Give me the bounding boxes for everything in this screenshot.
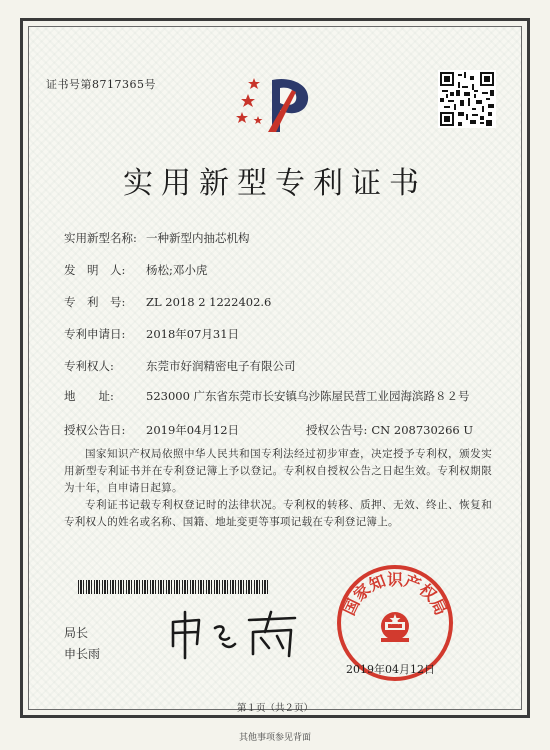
director-title: 局长 <box>64 626 89 640</box>
field-label: 授权公告日: <box>64 423 126 437</box>
field-label: 专 利 号: <box>64 295 126 309</box>
field-patent-no-row <box>64 294 271 310</box>
director-name: 申长雨 <box>64 647 101 661</box>
field-label: 实用新型名称: <box>64 231 137 245</box>
field-value: 杨松;邓小虎 <box>146 263 208 277</box>
seal-date: 2019年04月12日 <box>346 663 435 676</box>
field-name-row <box>64 230 250 246</box>
field-label: 专利权人: <box>64 359 114 373</box>
field-filing-date-row <box>64 326 239 342</box>
field-value: 523000 广东省东莞市长安镇乌沙陈屋民营工业园海滨路８２号 <box>146 389 470 403</box>
field-value: 2019年04月12日 <box>146 423 240 437</box>
patent-office-logo-icon <box>232 70 322 142</box>
footer-note: 其他事项参见背面 <box>238 733 311 743</box>
field-label: 专利申请日: <box>64 327 126 341</box>
field-label: 地 址: <box>64 389 114 403</box>
field-value: ZL 2018 2 1222402.6 <box>146 295 272 309</box>
grant-statement-paragraph: 国家知识产权局依照中华人民共和国专利法经过初步审查，决定授予专利权，颁发实用新型专利证书并在专利登记簿上予以登记。专利权自授权公告之日起生效。专利权期限为十年，自申请日起算。 <box>64 448 492 494</box>
certificate-title: 实用新型专利证书 <box>123 166 427 201</box>
field-label: 发 明 人: <box>64 263 126 277</box>
field-value: 一种新型内抽芯机构 <box>146 231 250 245</box>
director-signature-icon <box>165 608 305 662</box>
qr-code-icon <box>438 70 496 128</box>
field-address-row <box>64 388 481 404</box>
certificate-number: 证书号第8717365号 <box>46 78 156 91</box>
page-number: 第１页（共２页） <box>236 703 313 714</box>
field-grant-date-row <box>64 422 473 438</box>
announcement-no-label: 授权公告号: <box>306 423 368 437</box>
barcode-icon <box>78 580 268 594</box>
field-patentee-row <box>64 358 296 374</box>
legal-status-paragraph: 专利证书记载专利权登记时的法律状况。专利权的转移、质押、无效、终止、恢复和专利权人的姓名或名称、国籍、地址变更等事项记载在专利登记簿上。 <box>64 499 492 528</box>
field-value: 2018年07月31日 <box>146 327 240 341</box>
field-inventor-row <box>64 262 207 278</box>
announcement-no-value: CN 208730266 U <box>371 423 474 437</box>
field-value: 东莞市好润精密电子有限公司 <box>146 359 296 373</box>
svg-text:国家知识产权局: 国家知识产权局 <box>339 570 451 619</box>
